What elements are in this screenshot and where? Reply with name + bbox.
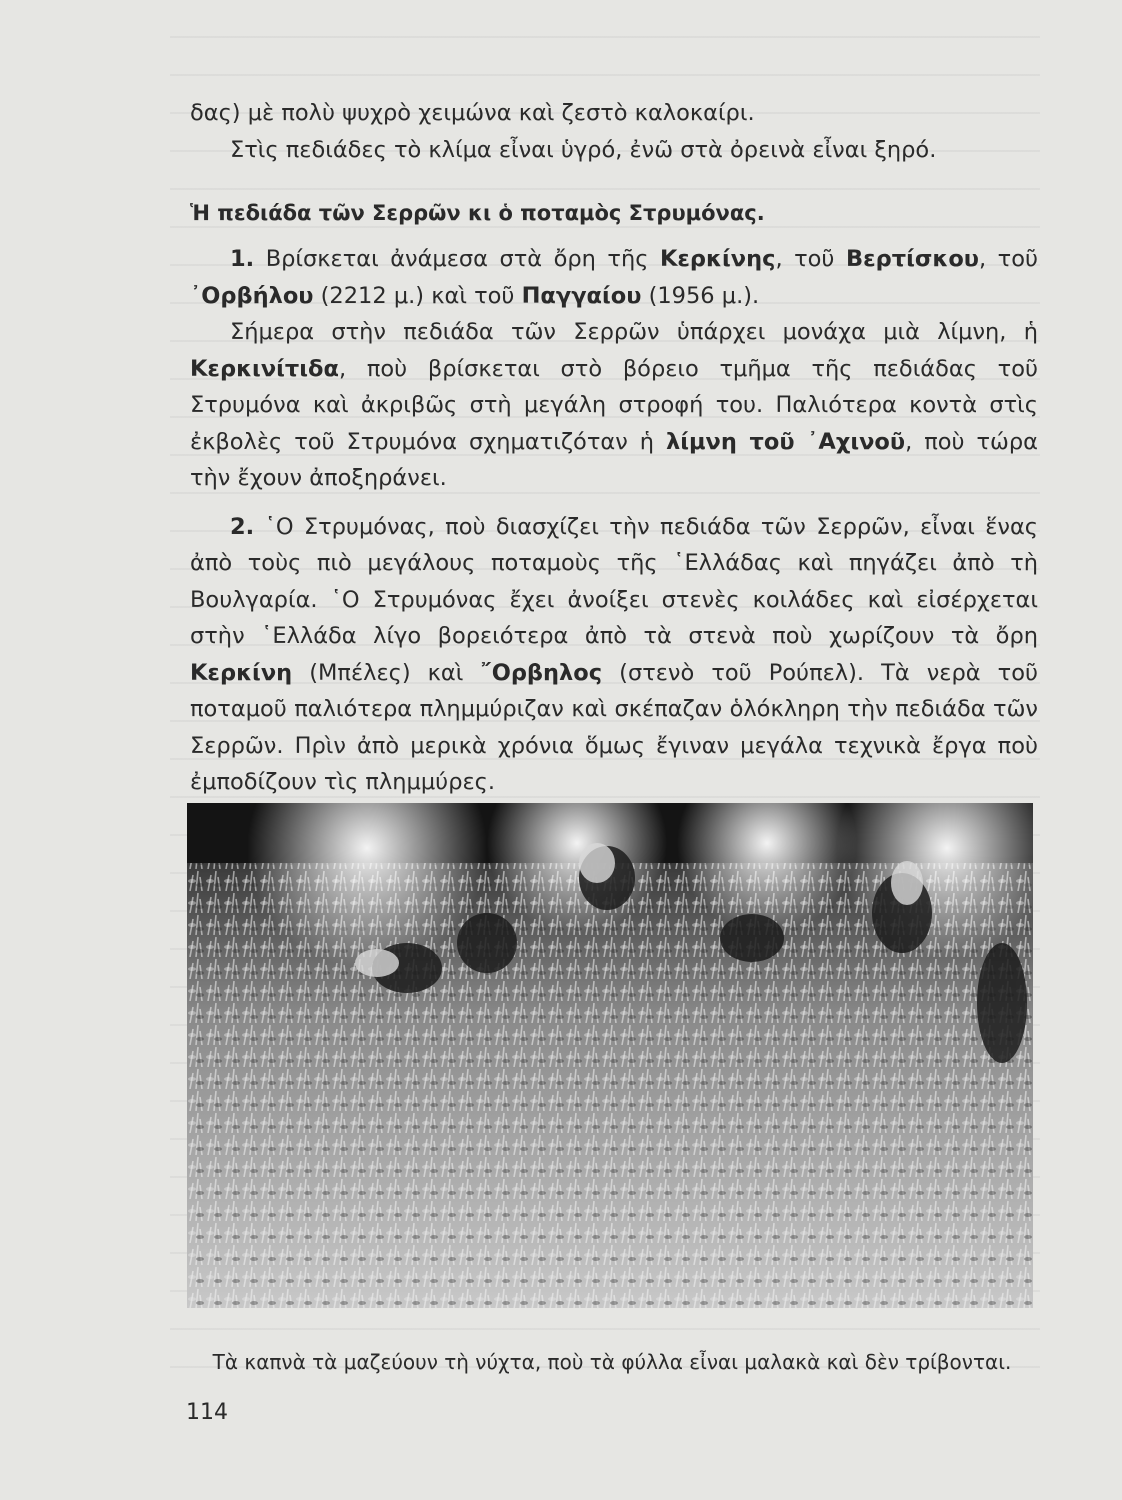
paragraph-2: Σήμερα στὴν πεδιάδα τῶν Σερρῶν ὑπάρχει μονάχα μιὰ λίμνη, ἡ Κερκινίτιδα, ποὺ βρίσκεται στὸ βόρειο τμῆμα τῆς πεδιάδας τοῦ Στρυμόνα καὶ ἀκριβῶς στὴ μεγάλη στροφή του. Παλιότερα κοντὰ στὶς ἐκβολὲς τοῦ Στρυμόνα σχηματιζόταν ἡ λίμνη τοῦ ᾿Αχινοῦ, ποὺ τώρα τὴν ἔχουν ἀποξηράνει. (190, 319, 1038, 491)
page-text-block (190, 95, 1038, 801)
paragraph-number: 2. (230, 513, 255, 540)
paragraph-number: 1. (230, 246, 255, 272)
paragraph-1: 1. Βρίσκεται ἀνάμεσα στὰ ὄρη τῆς Κερκίνης, τοῦ Βερτίσκου, τοῦ ᾿Ορβήλου (2212 μ.) καὶ τοῦ Παγγαίου (1956 μ.). (190, 246, 1038, 309)
section-heading: Ἡ πεδιάδα τῶν Σερρῶν κι ὁ ποταμὸς Στρυμόνας. (190, 201, 765, 225)
intro-line-1: δας) μὲ πολὺ ψυχρὸ χειμώνα καὶ ζεστὸ καλοκαίρι. (190, 100, 755, 126)
tobacco-harvest-photo (187, 803, 1033, 1308)
paragraph-3: 2. ῾Ο Στρυμόνας, ποὺ διασχίζει τὴν πεδιάδα τῶν Σερρῶν, εἶναι ἕνας ἀπὸ τοὺς πιὸ μεγάλους ποταμοὺς τῆς ῾Ελλάδας καὶ πηγάζει ἀπὸ τὴ Βουλγαρία. ῾Ο Στρυμόνας ἔχει ἀνοίξει στενὲς κοιλάδες καὶ εἰσέρχεται στὴν ῾Ελλάδα λίγο βορειότερα ἀπὸ τὰ στενὰ ποὺ χωρίζουν τὰ ὄρη Κερκίνη (Μπέλες) καὶ ῎Ορβηλος (στενὸ τοῦ Ρούπελ). Τὰ νερὰ τοῦ ποταμοῦ παλιότερα πλημμύριζαν καὶ σκέπαζαν ὁλόκληρη τὴν πεδιάδα τῶν Σερρῶν. Πρὶν ἀπὸ μερικὰ χρόνια ὅμως ἔγιναν μεγάλα τεχνικὰ ἔργα ποὺ ἐμποδίζουν τὶς πλημμύρες. (190, 513, 1038, 795)
photo-caption: Τὰ καπνὰ τὰ μαζεύουν τὴ νύχτα, ποὺ τὰ φύλλα εἶναι μαλακὰ καὶ δὲν τρίβονται. (212, 1350, 1012, 1374)
page-number: 114 (186, 1400, 228, 1425)
intro-line-2: Στὶς πεδιάδες τὸ κλίμα εἶναι ὑγρό, ἐνῶ στὰ ὀρεινὰ εἶναι ξηρό. (230, 136, 937, 163)
